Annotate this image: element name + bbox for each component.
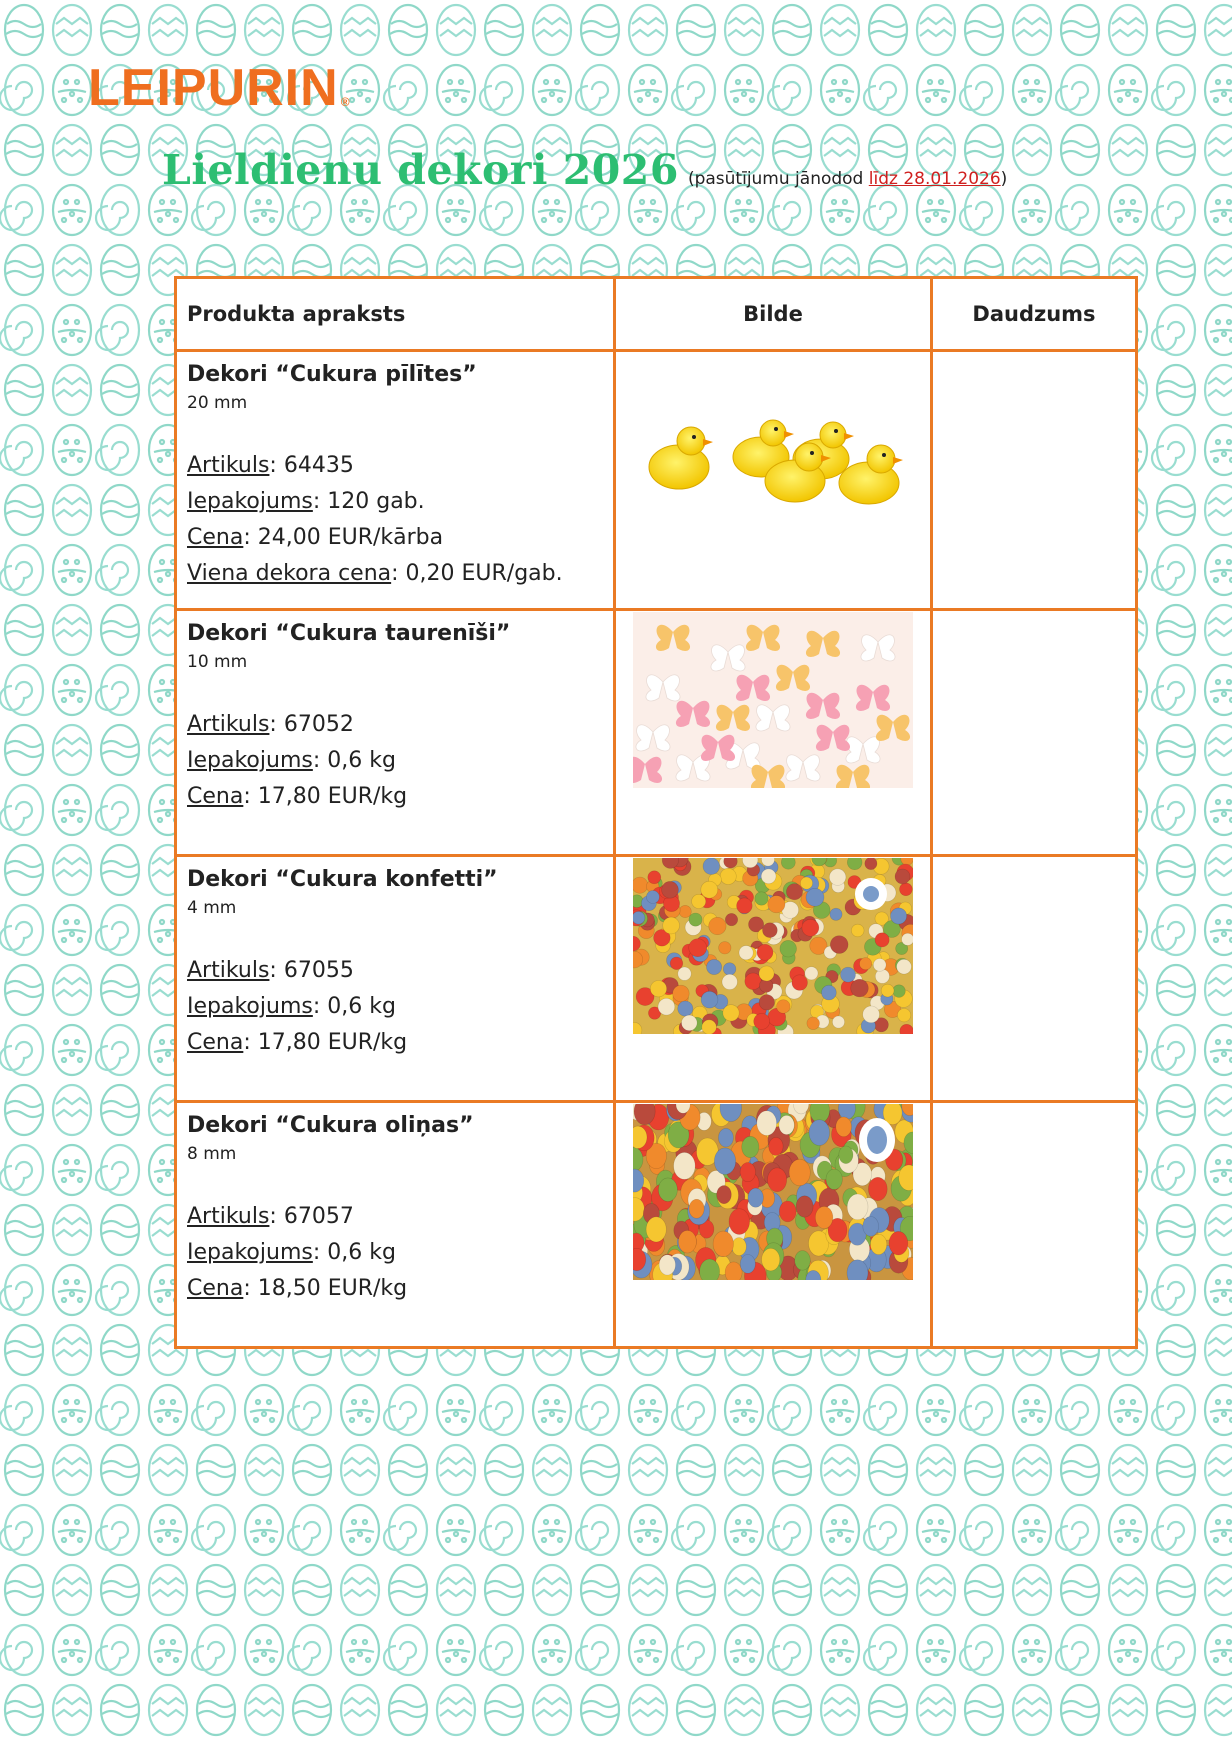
sprinkle-dot — [670, 957, 683, 970]
sprinkle-dot — [847, 858, 862, 870]
field-package — [187, 989, 603, 1025]
field-label: Iepakojums — [187, 489, 313, 514]
leipurin-logo — [88, 59, 351, 117]
sprinkle-egg — [678, 1230, 696, 1253]
sprinkle-dot — [759, 995, 774, 1010]
sprinkle-dot — [646, 891, 659, 904]
sprinkle-egg — [889, 1231, 908, 1255]
column-header-quantity: Daudzums — [932, 278, 1137, 351]
sprinkle-egg — [863, 1216, 879, 1236]
product-image-cell — [615, 1102, 932, 1348]
sprinkle-egg — [757, 1111, 777, 1136]
sugar-butterflies-image — [633, 612, 913, 788]
sprinkle-dot — [805, 967, 818, 980]
product-description — [176, 351, 615, 610]
column-header-description: Produkta apraksts — [176, 278, 615, 351]
product-name: Dekori “Cukura pīlītes” — [187, 362, 477, 387]
field-value: : 67055 — [269, 958, 354, 983]
field-label: Artikuls — [187, 453, 270, 478]
sprinkle-egg — [732, 1238, 746, 1256]
field-article — [187, 1199, 603, 1235]
product-description — [176, 1102, 615, 1348]
sugar-ducklings-image — [633, 353, 913, 529]
sprinkle-egg — [839, 1146, 853, 1164]
field-value: : 0,6 kg — [312, 1240, 396, 1265]
product-image-cell — [615, 351, 932, 610]
sprinkle-dot — [648, 871, 661, 884]
product-size: 10 mm — [187, 652, 248, 672]
sprinkle-dot — [723, 1005, 739, 1021]
sprinkle-dot — [650, 981, 666, 997]
field-label: Iepakojums — [187, 1240, 313, 1265]
sprinkle-dot — [737, 898, 753, 914]
column-header-image: Bilde — [615, 278, 932, 351]
order-note-prefix: (pasūtījumu jānodod — [687, 169, 869, 189]
field-package — [187, 484, 603, 520]
sprinkle-dot — [689, 939, 707, 957]
field-price — [187, 520, 603, 556]
sprinkle-egg — [748, 1188, 763, 1207]
field-value: : 18,50 EUR/kg — [243, 1276, 408, 1301]
field-label: Cena — [187, 525, 244, 550]
field-value: : 0,20 EUR/gab. — [391, 561, 563, 586]
sprinkle-dot — [701, 991, 718, 1008]
sprinkle-egg — [725, 1262, 742, 1280]
sprinkle-dot — [891, 908, 907, 924]
sugar-confetti-image — [633, 858, 913, 1034]
sprinkle-dot — [780, 940, 797, 957]
sprinkle-dot — [755, 892, 768, 905]
sprinkle-egg — [795, 1251, 811, 1271]
order-deadline: līdz 28.01.2026 — [868, 169, 1001, 189]
sprinkle-dot — [658, 998, 675, 1015]
quantity-cell[interactable] — [932, 610, 1137, 856]
product-size: 8 mm — [187, 1144, 237, 1164]
field-value: : 120 gab. — [312, 489, 425, 514]
field-label: Artikuls — [187, 712, 270, 737]
sprinkle-dot — [725, 913, 737, 925]
sprinkle-dot — [832, 1016, 844, 1028]
sprinkle-dot — [768, 896, 785, 913]
sprinkle-dot — [722, 974, 737, 989]
sprinkle-dot — [863, 1006, 880, 1023]
sprinkle-dot — [678, 1001, 693, 1016]
sprinkle-dot — [800, 877, 812, 889]
sprinkle-egg — [826, 1169, 842, 1189]
sprinkle-egg — [815, 1206, 833, 1228]
sprinkle-dot — [702, 1020, 717, 1034]
field-article — [187, 953, 603, 989]
product-name: Dekori “Cukura konfetti” — [187, 867, 498, 892]
sprinkle-egg — [646, 1217, 666, 1242]
field-value: : 67052 — [269, 712, 354, 737]
field-value: : 24,00 EUR/kārba — [243, 525, 444, 550]
sprinkle-dot — [720, 868, 736, 884]
table-row — [176, 856, 1137, 1102]
sprinkle-egg — [768, 1168, 787, 1192]
sprinkle-dot — [759, 966, 774, 981]
sprinkle-dot — [822, 985, 837, 1000]
field-label: Cena — [187, 1276, 244, 1301]
sprinkle-dot — [707, 959, 722, 974]
sprinkle-dot — [663, 917, 680, 934]
sprinkle-egg — [762, 1248, 780, 1271]
field-label: Artikuls — [187, 1204, 270, 1229]
product-name: Dekori “Cukura oliņas” — [187, 1113, 474, 1138]
sprinkle-egg — [700, 1259, 720, 1280]
sprinkle-dot — [757, 944, 773, 960]
sprinkle-dot — [633, 877, 648, 893]
sprinkle-egg — [779, 1115, 794, 1134]
sprinkle-egg — [674, 1152, 696, 1179]
product-description — [176, 856, 615, 1102]
field-label: Viena dekora cena — [187, 561, 392, 586]
product-size: 20 mm — [187, 393, 248, 413]
sprinkle-dot — [802, 919, 819, 936]
product-table — [174, 276, 1138, 1349]
sprinkle-egg — [714, 1148, 735, 1175]
sprinkle-egg — [740, 1163, 755, 1182]
sprinkle-egg — [713, 1231, 733, 1257]
field-label: Cena — [187, 784, 244, 809]
field-value: : 17,80 EUR/kg — [243, 784, 408, 809]
sprinkle-egg — [809, 1120, 830, 1146]
sprinkle-dot — [902, 933, 913, 945]
sprinkle-dot — [893, 985, 906, 998]
sprinkle-dot — [830, 936, 848, 954]
sprinkle-dot — [689, 913, 702, 926]
sprinkle-dot — [739, 946, 753, 960]
product-image-cell — [615, 610, 932, 856]
table-header-row — [176, 278, 1137, 351]
table-row — [176, 1102, 1137, 1348]
sprinkle-dot — [678, 967, 691, 980]
sprinkle-dot — [673, 985, 690, 1002]
sprinkle-dot — [633, 911, 645, 924]
field-package — [187, 1235, 603, 1271]
field-article — [187, 707, 603, 743]
sprinkle-dot — [900, 883, 913, 896]
sprinkle-dot — [895, 869, 910, 884]
product-image-cell — [615, 856, 932, 1102]
sprinkle-egg — [847, 1194, 868, 1220]
sprinkle-dot — [897, 959, 912, 974]
sprinkle-dot — [763, 923, 778, 938]
sprinkle-dot — [806, 888, 824, 906]
sprinkle-egg — [659, 1255, 675, 1275]
sprinkle-egg — [796, 1196, 813, 1217]
field-label: Cena — [187, 1030, 244, 1055]
sprinkle-egg — [718, 1128, 733, 1147]
field-label: Artikuls — [187, 958, 270, 983]
order-note — [688, 169, 1007, 189]
sprinkle-dot — [786, 884, 802, 900]
sprinkle-egg — [868, 1177, 887, 1200]
field-price — [187, 1271, 603, 1307]
sprinkle-egg — [769, 1137, 783, 1155]
field-label: Iepakojums — [187, 994, 313, 1019]
sprinkle-dot — [679, 905, 691, 917]
sprinkle-dot — [841, 967, 856, 982]
sprinkle-dot — [873, 959, 886, 972]
sprinkle-egg — [658, 1178, 677, 1202]
quantity-cell[interactable] — [932, 351, 1137, 610]
sprinkle-dot — [754, 1013, 770, 1029]
sprinkle-dot — [719, 942, 731, 954]
field-unit-price — [187, 556, 603, 592]
field-value: : 67057 — [269, 1204, 354, 1229]
field-value: : 0,6 kg — [312, 748, 396, 773]
sprinkle-dot — [703, 858, 720, 875]
product-name: Dekori “Cukura taurenīši” — [187, 621, 511, 646]
table-row — [176, 351, 1137, 610]
sprinkle-egg — [836, 1117, 852, 1137]
sprinkle-egg — [789, 1159, 810, 1186]
sprinkle-dot — [792, 975, 808, 991]
field-price — [187, 779, 603, 815]
sprinkle-dot — [807, 1017, 820, 1030]
sprinkle-egg — [717, 1186, 732, 1204]
sprinkle-dot — [897, 1009, 910, 1022]
title-row — [162, 146, 1007, 194]
field-value: : 17,80 EUR/kg — [243, 1030, 408, 1055]
sprinkle-egg — [740, 1255, 755, 1274]
sprinkle-dot — [851, 979, 869, 997]
sprinkle-dot — [860, 958, 872, 970]
product-description — [176, 610, 615, 856]
quantity-cell[interactable] — [932, 1102, 1137, 1348]
page-title: Lieldienu dekori 2026 — [162, 146, 679, 194]
sprinkle-dot — [851, 924, 864, 937]
sprinkle-dot — [662, 881, 679, 898]
sprinkle-dot — [709, 917, 726, 934]
field-article — [187, 448, 603, 484]
field-price — [187, 1025, 603, 1061]
sprinkle-dot — [781, 858, 795, 869]
quantity-cell[interactable] — [932, 856, 1137, 1102]
order-note-suffix: ) — [1000, 169, 1008, 189]
sugar-eggs-image — [633, 1104, 913, 1280]
sprinkle-dot — [682, 1015, 698, 1031]
sprinkle-dot — [865, 858, 877, 870]
sprinkle-egg — [779, 1201, 796, 1222]
brand-name: LEIPURIN — [88, 59, 339, 117]
sprinkle-egg — [742, 1136, 759, 1157]
field-value: : 0,6 kg — [312, 994, 396, 1019]
sprinkle-dot — [830, 908, 842, 920]
sprinkle-egg — [729, 1209, 750, 1235]
sprinkle-dot — [723, 963, 736, 976]
table-row — [176, 610, 1137, 856]
sprinkle-dot — [875, 933, 889, 947]
sprinkle-dot — [829, 869, 846, 886]
field-package — [187, 743, 603, 779]
sprinkle-dot — [881, 984, 894, 997]
product-size: 4 mm — [187, 898, 237, 918]
sprinkle-dot — [777, 1000, 791, 1014]
sprinkle-dot — [761, 869, 776, 884]
registered-mark: ® — [340, 95, 351, 109]
sprinkle-egg — [870, 1234, 886, 1254]
field-label: Iepakojums — [187, 748, 313, 773]
field-value: : 64435 — [269, 453, 354, 478]
sprinkle-egg — [689, 1199, 704, 1218]
sprinkle-dot — [875, 969, 889, 983]
sprinkle-dot — [701, 881, 718, 898]
